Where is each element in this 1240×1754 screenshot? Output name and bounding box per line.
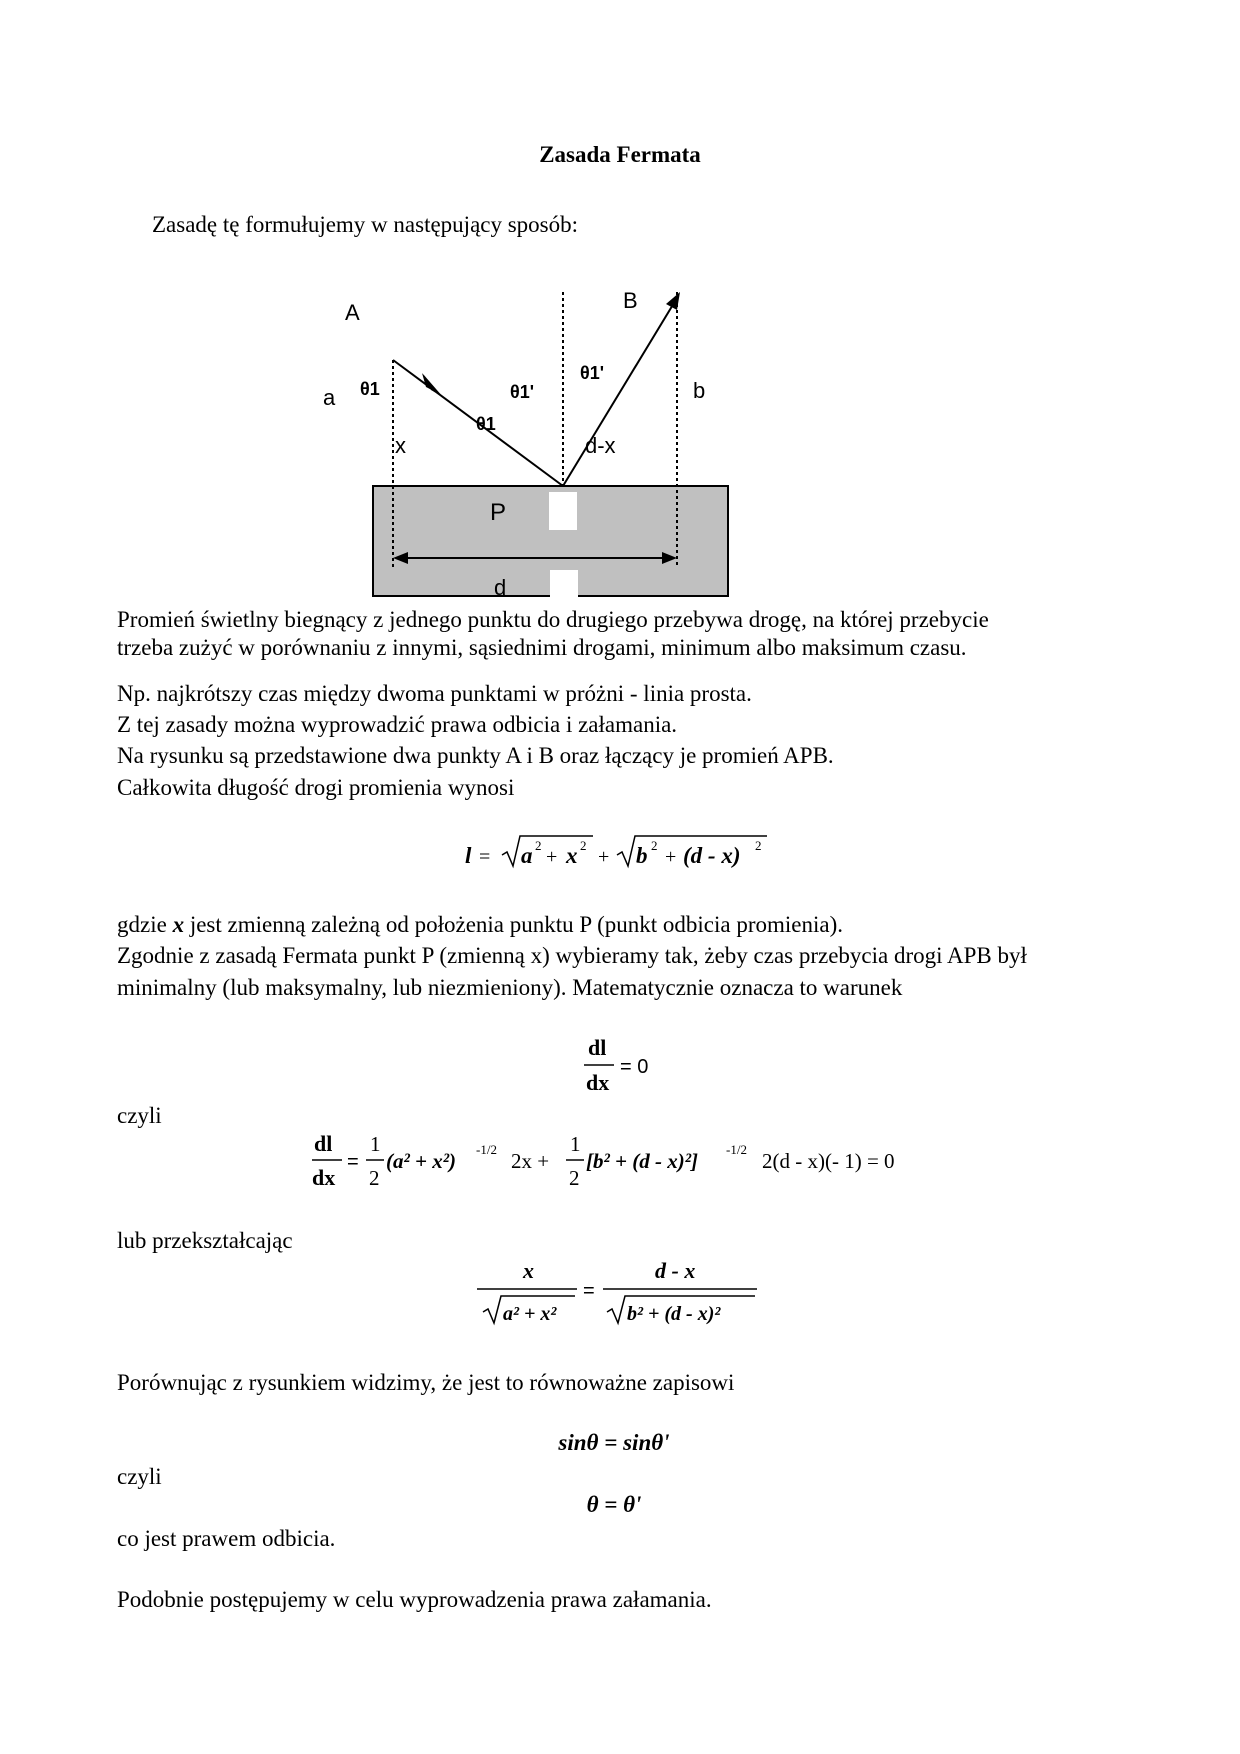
deriv-exp-1: -1/2 xyxy=(476,1142,497,1157)
eq-exp-b: 2 xyxy=(651,838,658,853)
equation-ratio xyxy=(475,1250,765,1330)
eq-exp-a: 2 xyxy=(535,838,542,853)
deriv-exp-2: -1/2 xyxy=(726,1142,747,1157)
half-den-1: 2 xyxy=(369,1166,380,1190)
deriv-den: dx xyxy=(312,1165,336,1190)
page-title: Zasada Fermata xyxy=(539,142,701,167)
eq-plus-3: + xyxy=(665,846,677,868)
p3-var-x: x xyxy=(172,912,185,937)
half-den-2: 2 xyxy=(569,1166,580,1190)
label-bg-p xyxy=(549,492,577,530)
czyli-1: czyli xyxy=(117,1103,162,1128)
paragraph-1-line-2: trzeba zużyć w porównaniu z innymi, sąsiednimi drogami, minimum albo maksimum czasu. xyxy=(117,635,967,660)
lub-przeksztalcajac: lub przekształcając xyxy=(117,1228,293,1253)
label-b-point: B xyxy=(623,288,638,313)
label-theta1prime-right: θ1' xyxy=(580,363,605,383)
label-a-height: a xyxy=(323,385,336,410)
eq-equals: = xyxy=(479,846,491,868)
eq-l: l xyxy=(465,843,472,868)
deriv-term-2: [b² + (d - x)²] xyxy=(586,1149,699,1173)
half-num-2: 1 xyxy=(570,1132,581,1156)
porownujac-text: Porównując z rysunkiem widzimy, że jest to równoważne zapisowi xyxy=(117,1370,735,1395)
equation-theta: θ = θ' xyxy=(586,1492,642,1517)
paragraph-3-line-2: Zgodnie z zasadą Fermata punkt P (zmienną x) wybieramy tak, żeby czas przebycia drogi APB był xyxy=(117,943,1027,968)
reflection-diagram xyxy=(323,280,760,610)
paragraph-1-line-1: Promień świetlny biegnący z jednego punktu do drugiego przebywa drogę, na której przebycie xyxy=(117,607,989,632)
equation-sin: sinθ = sinθ' xyxy=(558,1430,670,1455)
label-theta1-left: θ1 xyxy=(360,379,380,399)
eq-x: x xyxy=(566,843,578,868)
equation-dl-dx-zero xyxy=(578,1030,668,1100)
eq-b: b xyxy=(636,843,648,868)
equation-path-length xyxy=(455,828,775,878)
paragraph-2-line-2: Z tej zasady można wyprowadzić prawa odbicia i załamania. xyxy=(117,712,678,737)
label-p: P xyxy=(490,499,507,526)
dl-den: dx xyxy=(586,1070,610,1095)
p3-text-c: jest zmienną zależną od położenia punktu P (punkt odbicia promienia). xyxy=(184,912,843,937)
dl-num: dl xyxy=(588,1035,607,1060)
deriv-tail: 2(d - x)(- 1) = 0 xyxy=(762,1149,895,1173)
eq-a: a xyxy=(521,843,533,868)
co-jest-prawem: co jest prawem odbicia. xyxy=(117,1526,336,1551)
reflected-ray xyxy=(563,298,677,486)
ratio-num-right: d - x xyxy=(655,1258,696,1283)
paragraph-3-line-3: minimalny (lub maksymalny, lub niezmieniony). Matematycznie oznacza to warunek xyxy=(117,975,903,1000)
ratio-den-left: a² + x² xyxy=(503,1303,557,1325)
dl-rhs: = 0 xyxy=(620,1056,649,1078)
ratio-num-left: x xyxy=(523,1258,534,1283)
reflected-arrowhead xyxy=(666,292,680,310)
paragraph-2-line-4: Całkowita długość drogi promienia wynosi xyxy=(117,775,515,800)
paragraph-2-line-1: Np. najkrótszy czas między dwoma punktami w próżni - linia prosta. xyxy=(117,681,752,706)
paragraph-3-line-1 xyxy=(117,910,1127,940)
intro-text: Zasadę tę formułujemy w następujący sposób: xyxy=(152,212,579,237)
label-theta1-mid: θ1 xyxy=(476,414,496,434)
deriv-eq: = xyxy=(347,1151,359,1173)
eq-d-minus-x: (d - x) xyxy=(683,843,741,868)
deriv-term-1: (a² + x²) xyxy=(386,1149,457,1173)
ratio-den-right: b² + (d - x)² xyxy=(627,1303,721,1325)
eq-exp-dmx: 2 xyxy=(755,838,762,853)
half-num-1: 1 xyxy=(370,1132,381,1156)
ratio-eq: = xyxy=(583,1280,595,1302)
paragraph-2-line-3: Na rysunku są przedstawione dwa punkty A i B oraz łączący je promień APB. xyxy=(117,743,834,768)
label-x: x xyxy=(395,433,406,458)
eq-plus-1: + xyxy=(546,846,558,868)
label-a-point: A xyxy=(345,300,360,325)
label-d-minus-x: d-x xyxy=(585,433,616,458)
podobnie-text: Podobnie postępujemy w celu wyprowadzenia prawa załamania. xyxy=(117,1587,712,1612)
equation-derivative xyxy=(308,1127,938,1199)
label-bg-d xyxy=(550,570,578,606)
label-b-height: b xyxy=(693,378,706,403)
eq-plus-2: + xyxy=(598,846,610,868)
czyli-2: czyli xyxy=(117,1464,162,1489)
deriv-mult-1: 2x + xyxy=(511,1149,550,1173)
label-d: d xyxy=(494,575,507,600)
deriv-num: dl xyxy=(314,1131,333,1156)
eq-exp-x: 2 xyxy=(580,838,587,853)
label-theta1prime-mid: θ1' xyxy=(510,382,535,402)
p3-text-a: gdzie xyxy=(117,912,173,937)
